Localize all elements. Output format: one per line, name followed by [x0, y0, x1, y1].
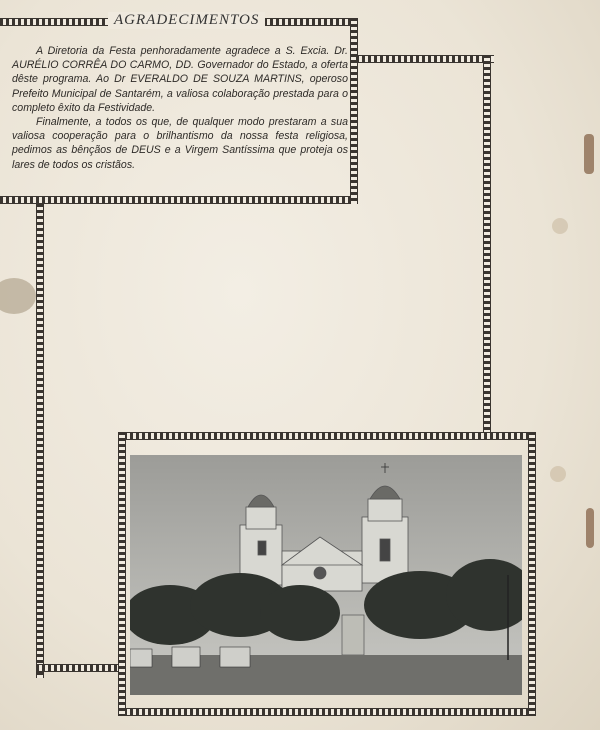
frame-border-top [356, 55, 494, 63]
binding-mark [584, 134, 594, 174]
binding-mark-2 [586, 508, 594, 548]
frame-border-right [483, 55, 491, 433]
church-photo [130, 455, 522, 695]
photo-border-left [118, 432, 126, 716]
paragraph-1: A Diretoria da Festa penhoradamente agradece a S. Excia. Dr. AURÉLIO CORRÊA DO CARMO, DD. Governador do Estado, a oferta dêste programa. Ao Dr EVERALDO DE SOUZA MARTINS, operoso Prefeito Municipal de Santarém, a valiosa colaboração prestada para o completo êxito da Festividade. [12, 45, 348, 114]
textbox-border-right [350, 18, 358, 204]
heading: AGRADECIMENTOS [108, 12, 265, 29]
photo-border-top [118, 432, 536, 440]
frame-border-left [36, 204, 44, 678]
paper-stain [0, 278, 36, 314]
textbox-border-bottom [0, 196, 356, 204]
frame-border-bottom [36, 664, 122, 672]
photo-border-bottom [118, 708, 536, 716]
church-illustration [130, 455, 522, 695]
photo-border-right [528, 432, 536, 716]
paper-stain-3 [550, 466, 566, 482]
paragraph-2: Finalmente, a todos os que, de qualquer modo prestaram a sua valiosa cooperação para o brilhantismo da nossa festa religiosa, pedimos as bênçãos de DEUS e a Virgem Santíssima que proteja os lares de todos os cristãos. [12, 116, 348, 171]
paper-stain-2 [552, 218, 568, 234]
acknowledgement-text [12, 44, 348, 172]
